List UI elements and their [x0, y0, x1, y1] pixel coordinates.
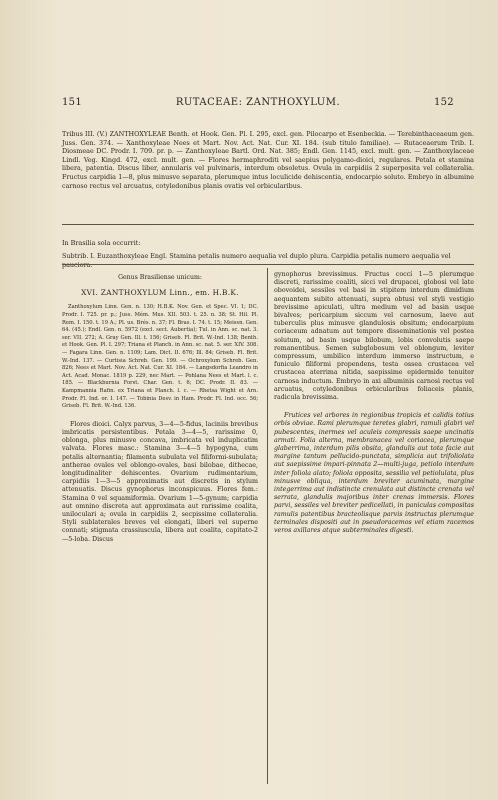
divider-rule: [62, 224, 474, 225]
column-divider: [267, 268, 268, 784]
genus-description: Flores dioici. Calyx parvus, 3—4—5-fidus, laciniis brevibus imbricatis persistentibus. Petala 3—4—5, rarissime 0, oblonga, plus minusve concava, imbricata vel induplicatim valvata. Flores masc.: Stamina 3—4—5 hypogyna, cum petalis alternantia; filamenta subulata vel filiformi-subulata; antherae ovales vel oblongo-ovales, basi bilobae, dithecae, longitudinaliter dehiscentes. Ovarium rudimentarium, carpidiis 1—3—5 approximatis aut discretis in stylum attenuatis. Discus gynophorus inconspicuus. Flores fem.: Stamina 0 vel squamiformia. Ovarium 1—5-gynum; carpidia aut omnino discreta aut approximata aut rarissime coalita, uniloculari a; ovula in carpidiis 2, secpissime collateralia. Styli sublaterales breves vel elongati, liberi vel superne connati; stigmata crassiuscula, libera aut coalita, capitato-2—5-loba. Discus: [62, 420, 258, 543]
brasilia-note: In Brasilia sola occurrit:: [62, 239, 141, 247]
left-column: [62, 274, 258, 544]
tribe-description: Tribus III. (V.) ZANTHOXYLEAE Benth. et Hook. Gen. Pl. I. 295, excl. gen. Pilocarpo et Esenbeckia. — Terebinthaceaeum gen. Juss. Gen. 374. — Xanthoxyleae Nees et Mart. Nov. Act. Nat. Cur. XI. 184. (sub titulo familiae). — Rutaceaerum Trib. I. Diosmeae DC. Prodr. I. 709. pr. p. — Zanthoxyleae Bartl. Ord. Nat. 385; Endl. Gen. 1145, excl. mult. gen. — Zanthoxylaceae Lindl. Veg. Kingd. 472, excl. mult. gen. — Flores hermaphroditi vel saepius polygamo-dioici, regulares. Petala et stamina libera, patentia. Discus liber, annularis vel pulvinaris, interdum obsoletus. Ovula in carpidiis 2 superposita vel collateralia. Fructus carpidia 1—8, plus minusve separata, plerumque intus loculicide dehiscentia, endocarpio soluto. Embryo in albumine carnoso rectus vel arcuatus, cotyledonibus planis ovatis vel orbicularibus.: [62, 130, 474, 190]
subtribe-description: Subtrib. I. Euzanthoxyleae Engl. Stamina petalis numero aequalia vel duplo plura. Carpidia petalis numero aequalia vel pauciora.: [62, 252, 451, 269]
genus-title: XVI. ZANTHOXYLUM Linn., em. H.B.K.: [81, 288, 239, 298]
genus-synonymy: Zanthoxylum Linn. Gen. n. 130; H.B.K. Nov. Gen. et Spec. VI. 1; DC. Prodr. I. 725. pr. p.; Juss. Mém. Mus. XII. 503. t. 25. n. 38; St. Hil. Pl. Rem. I. 150. t. 19 A.; Pl. us. Brés. n. 37; Fl. Bras. I. 74. t. 15; Meissn. Gen. 64. (45.); Endl. Gen. n. 5972 (excl. sect. Aubertia); Tul. in Ann. sc. nat. 3. ser. VII. 272; A. Gray Gen. Ill. t. 156; Griseb. Fl. Brit. W.-Ind. 138; Benth. et Hook. Gen. Pl. I. 297; Triana et Planch. in Ann. sc. nat. 5. ser. XIV. 308. — Fagara Linn. Gen. n. 1109; Lam. Dict. II. 676; Ill. 84; Griseb. Fl. Brit. W.-Ind. 137. — Curtisia Schreb. Gen. 199. — Ochroxylum Schreb. Gen. 826; Nees et Mart. Nov. Act. Nat. Cur. XI. 184. — Langsdorfia Leandro in Act. Acad. Monac. 1819 p. 229, nec Mart. — Pohlana Nees et Mart. l. c. 185. — Blackburnia Forst. Char. Gen. t. 6; DC. Prodr. II. 83. — Kampmannia Rafin. ex Triana et Planch. l. c. — Rhetsa Wight et Arn. Prodr. Fl. Ind. or. I. 147. — Tobinia Desv. in Ham. Prodr. Fl. Ind. occ. 56; Griseb. Fl. Brit. W.-Ind. 136.: [62, 304, 258, 410]
divider-rule: [62, 264, 474, 265]
right-column: [274, 271, 474, 535]
habit-description: Frutices vel arbores in regionibus tropicis et calidis totius orbis obviae. Rami plerumque teretes glabri, ramuli glabri vel pubescentes, inermes vel aculeis compressis saepe uncinatis armati. Folia alterna, membranacea vel coriacea, plerumque glaberrima, interdum pilis obsita, glandulis aut tota facie aut margine tantum pellucido-punctata, simplicia aut trifoliolata aut saepissime impari-pinnata 2—multi-juga, petiolo interdum inter foliola alato; foliola opposita, sessilia vel petiolulata, plus minusve obliqua, interdum breviter acuminata, margine integerrima aut indistincte crenulata aut distincte crenata vel serrata, glandulis majoribus inter crenas immersis. Flores parvi, sessiles vel breviter pedicellati, in paniculas compositas ramulis patentibus bracteolisque parvis instructas plerumque terminales dispositi aut in pseudoracemos vel etiam racemos veros axillares atque subterminales digesti.: [274, 412, 474, 535]
genus-intro: Genus Brasiliense unicum:: [118, 274, 202, 281]
running-title: RUTACEAE: ZANTHOXYLUM.: [175, 97, 341, 108]
fruit-description: gynophorus brevissimus. Fructus coccí 1—5 plerumque discreti, rarissime coaliti, sicci vel drupacei, globosi vel late obovoidei, sessiles vel basi in stipitem interdum dimidium aequantem subito attenuati, supra obtusi vel styli vestigio brevissime apiculati, ultra medium vel ad basin usque bivalves; pericarpium siccum vel carnosum, laeve aut tuberculis plus minusve glandulosis obsitum; endocarpium coriaceum adnatum aut tempore disseminationis vel postea solutum, ad basin usque bilobum, lobis convolutis saepe remanentibus. Semen subglobosum vel oblongum, leviter compressum, umbilico interdum immerso instructum, e funiculo filiformi propendens, testa ossea crustacea vel crustacea aterrima nitida, saepissime epidermide tenuiter carnosa inductum. Embryo in axi albuminis carnosi rectus vel arcuatus, cotyledonibus orbicularibus foliaceis planis, radicula brevissima.: [274, 271, 474, 402]
page-number-left: 151: [62, 97, 82, 108]
page-number-right: 152: [433, 97, 454, 108]
running-header: [62, 97, 454, 108]
